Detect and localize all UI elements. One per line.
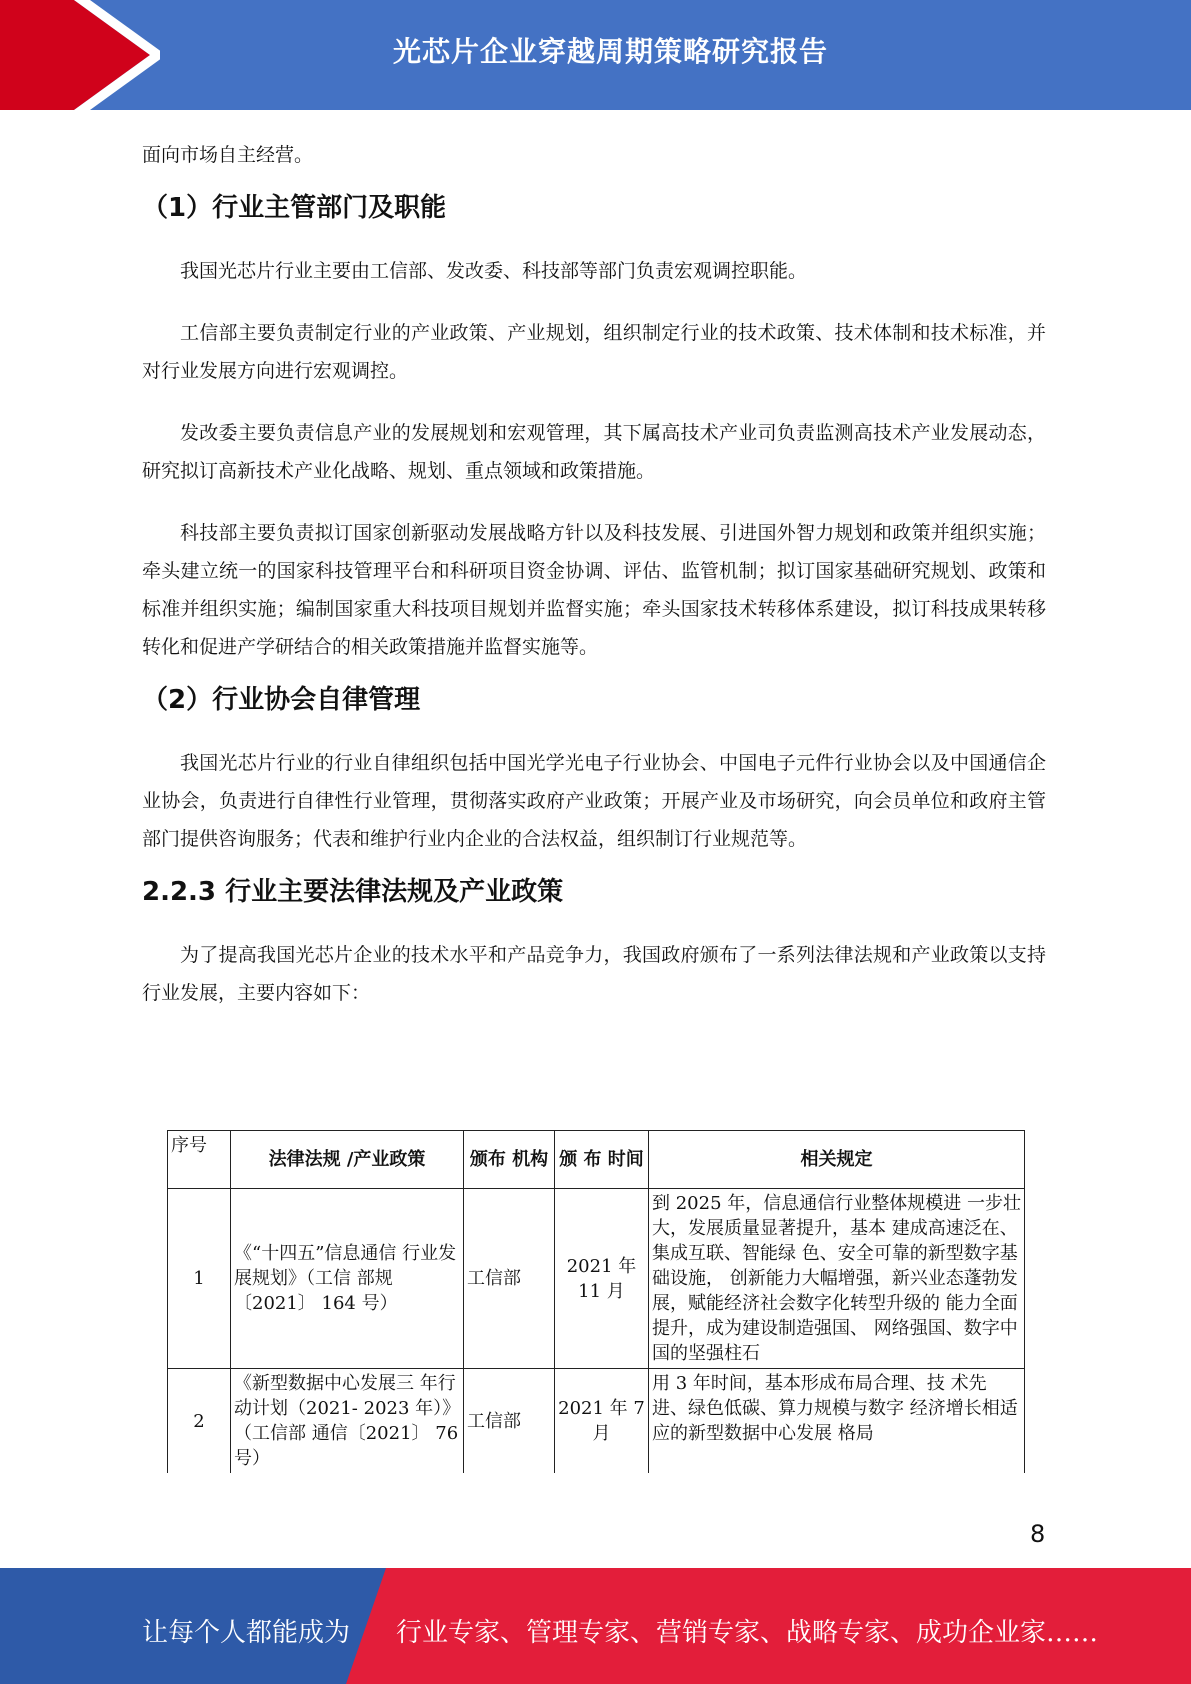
cell-issuer: 工信部 — [464, 1369, 555, 1474]
cell-date: 2021 年 7 月 — [555, 1369, 649, 1474]
header-issuer: 颁布 机构 — [464, 1131, 555, 1189]
main-content — [142, 136, 1046, 1012]
table-header-row — [168, 1131, 1025, 1189]
paragraph: 我国光芯片行业主要由工信部、发改委、科技部等部门负责宏观调控职能。 — [180, 260, 808, 282]
cell-rules: 用 3 年时间，基本形成布局合理、技 术先进、绿色低碳、算力规模与数字 经济增长相适应的新型数据中心发展 格局 — [649, 1369, 1025, 1474]
paragraph: 我国光芯片行业的行业自律组织包括中国光学光电子行业协会、中国电子元件行业协会以及中国通信企业协会，负责进行自律性行业管理，贯彻落实政府产业政策；开展产业及市场研究，向会员单位和政府主管部门提供咨询服务；代表和维护行业内企业的合法权益，组织制订行业规范等。 — [142, 752, 1046, 850]
paragraph: 科技部主要负责拟订国家创新驱动发展战略方针以及科技发展、引进国外智力规划和政策并组织实施；牵头建立统一的国家科技管理平台和科研项目资金协调、评估、监管机制；拟订国家基础研究规划、政策和标准并组织实施；编制国家重大科技项目规划并监督实施；牵头国家技术转移体系建设，拟订科技成果转移转化和促进产学研结合的相关政策措施并监督实施等。 — [142, 522, 1046, 658]
cell-law: 《“十四五”信息通信 行业发展规划》（工信 部规〔2021〕 164 号） — [231, 1189, 464, 1369]
header-no: 序号 — [168, 1131, 231, 1189]
page-number: 8 — [1030, 1520, 1046, 1548]
cell-date: 2021 年 11 月 — [555, 1189, 649, 1369]
footer-slogan-left: 让每个人都能成为 — [142, 1618, 351, 1648]
page-header — [0, 0, 1191, 110]
table-row — [168, 1369, 1025, 1474]
section-heading-1: （1）行业主管部门及职能 — [142, 193, 447, 223]
cell-no: 2 — [168, 1369, 231, 1474]
table-row — [168, 1189, 1025, 1369]
intro-tail-text: 面向市场自主经营。 — [142, 144, 314, 166]
cell-rules: 到 2025 年，信息通信行业整体规模进 一步壮大，发展质量显著提升，基本 建成高速泛在、集成互联、智能绿 色、安全可靠的新型数字基础设施， 创新能力大幅增强，新兴业态蓬勃发 展，赋能经济社会数字化转型升级的 能力全面提升，成为建设制造强国、 网络强国、数字中国的坚强柱石 — [649, 1189, 1025, 1369]
cell-issuer: 工信部 — [464, 1189, 555, 1369]
section-heading-3: 2.2.3 行业主要法律法规及产业政策 — [142, 877, 564, 907]
header-date: 颁 布 时间 — [555, 1131, 649, 1189]
header-title: 光芯片企业穿越周期策略研究报告 — [392, 35, 828, 68]
footer-slogan-right: 行业专家、管理专家、营销专家、战略专家、成功企业家…… — [396, 1618, 1099, 1648]
paragraph: 工信部主要负责制定行业的产业政策、产业规划，组织制定行业的技术政策、技术体制和技术标准，并对行业发展方向进行宏观调控。 — [142, 322, 1046, 382]
paragraph: 发改委主要负责信息产业的发展规划和宏观管理，其下属高技术产业司负责监测高技术产业发展动态，研究拟订高新技术产业化战略、规划、重点领域和政策措施。 — [142, 422, 1046, 482]
cell-law: 《新型数据中心发展三 年行动计划（2021- 2023 年）》（工信部 通信〔2021〕 76 号） — [231, 1369, 464, 1474]
cell-no: 1 — [168, 1189, 231, 1369]
paragraph: 为了提高我国光芯片企业的技术水平和产品竞争力，我国政府颁布了一系列法律法规和产业政策以支持行业发展，主要内容如下： — [142, 944, 1046, 1004]
section-heading-2: （2）行业协会自律管理 — [142, 685, 421, 715]
policy-table — [167, 1130, 1025, 1473]
header-rules: 相关规定 — [649, 1131, 1025, 1189]
header-law: 法律法规 /产业政策 — [231, 1131, 464, 1189]
